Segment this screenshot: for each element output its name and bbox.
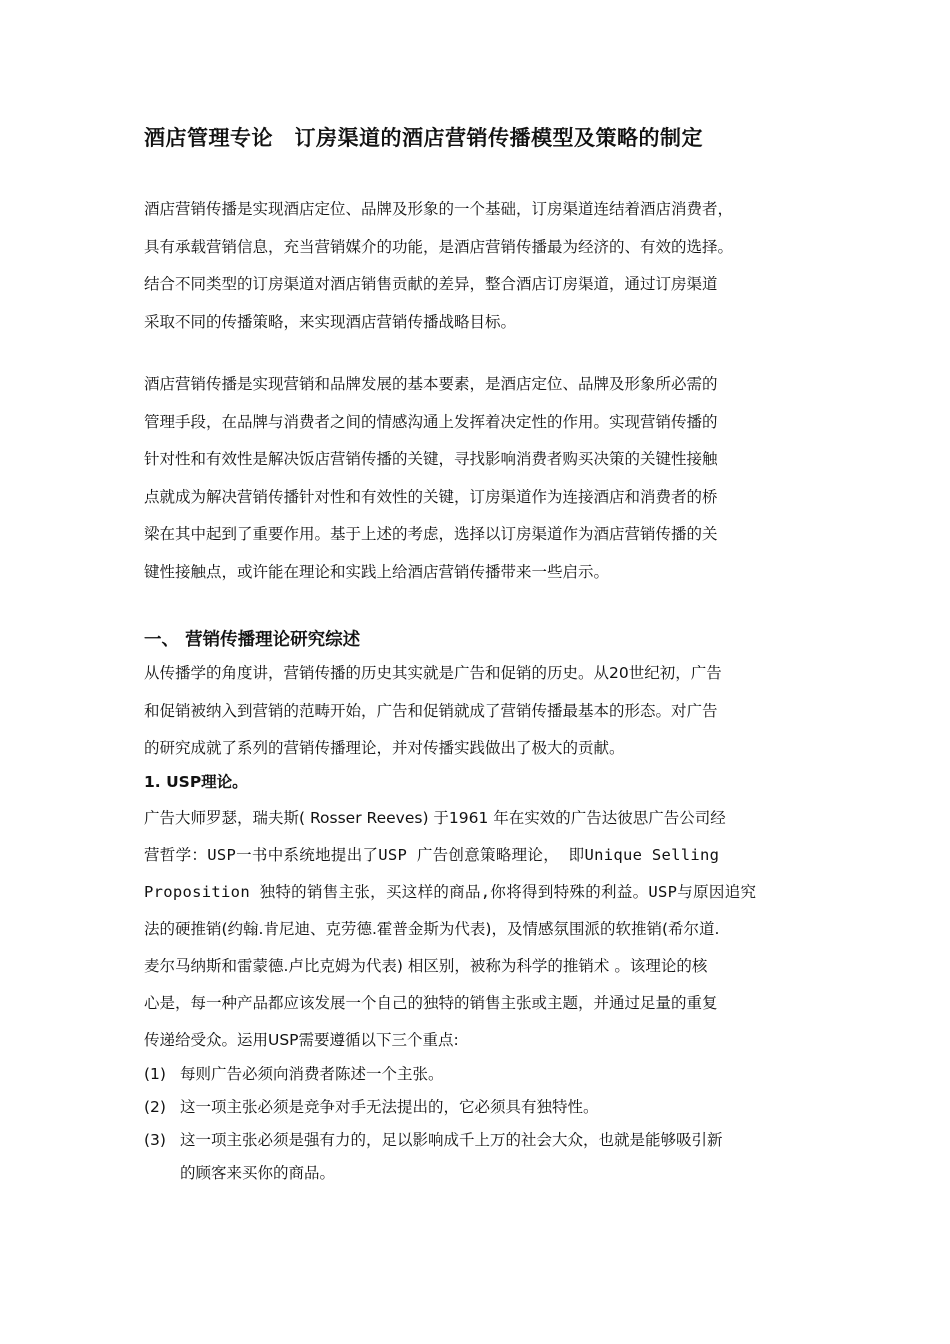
list-text: 这一项主张必须是竞争对手无法提出的，它必须具有独特性。 (180, 1098, 599, 1116)
list-text-continued: 的顾客来买你的商品。 (180, 1164, 336, 1182)
body-paragraph (144, 366, 814, 591)
document-title: 酒店管理专论 订房渠道的酒店营销传播模型及策略的制定 (144, 126, 703, 150)
text-line: 管理手段，在品牌与消费者之间的情感沟通上发挥着决定性的作用。实现营销传播的 (144, 412, 718, 431)
text-line: 点就成为解决营销传播针对性和有效性的关键，订房渠道作为连接酒店和消费者的桥 (144, 487, 718, 506)
list-number: (3) (144, 1131, 166, 1149)
text-line: 和促销被纳入到营销的范畴开始，广告和促销就成了营销传播最基本的形态。对广告 (144, 701, 718, 720)
text-line: 针对性和有效性是解决饭店营销传播的关键，寻找影响消费者购买决策的关键性接触 (144, 450, 718, 468)
text-line: 梁在其中起到了重要作用。基于上述的考虑，选择以订房渠道作为酒店营销传播的关 (144, 525, 718, 543)
text-line: 心是，每一种产品都应该发展一个自己的独特的销售主张或主题，并通过足量的重复 (144, 994, 718, 1012)
usp-points-list (144, 1058, 814, 1190)
text-line: 广告大师罗瑟，瑞夫斯( Rosser Reeves) 于1961 年在实效的广告达彼思广告公司经 (144, 809, 726, 827)
text-line: 的研究成就了系列的营销传播理论，并对传播实践做出了极大的贡献。 (144, 739, 625, 757)
text-line: 麦尔马纳斯和雷蒙德.卢比克姆为代表) 相区别，被称为科学的推销术 。该理论的核 (144, 957, 708, 975)
text-line: 键性接触点，或许能在理论和实践上给酒店营销传播带来一些启示。 (144, 562, 610, 581)
list-number: (2) (144, 1098, 166, 1116)
list-item (144, 1058, 814, 1091)
intro-paragraph (144, 191, 814, 341)
list-text: 这一项主张必须是强有力的，足以影响成千上万的社会大众，也就是能够吸引新 (180, 1131, 723, 1149)
list-item (144, 1124, 814, 1190)
list-item (144, 1091, 814, 1124)
list-number: (1) (144, 1065, 166, 1083)
text-line: 具有承载营销信息，充当营销媒介的功能，是酒店营销传播最为经济的、有效的选择。 (144, 237, 734, 256)
section-heading: 一、 营销传播理论研究综述 (144, 630, 361, 650)
text-line: 结合不同类型的订房渠道对酒店销售贡献的差异，整合酒店订房渠道，通过订房渠道 (144, 275, 718, 293)
usp-paragraph (144, 800, 814, 1059)
text-line: 采取不同的传播策略，来实现酒店营销传播战略目标。 (144, 312, 517, 331)
subsection-heading: 1. USP理论。 (144, 773, 248, 791)
list-text: 每则广告必须向消费者陈述一个主张。 (180, 1065, 444, 1083)
text-line: 酒店营销传播是实现营销和品牌发展的基本要素，是酒店定位、品牌及形象所必需的 (144, 375, 718, 393)
text-line: 法的硬推销(约翰.肯尼迪、克劳德.霍普金斯为代表)，及情感氛围派的软推销(希尔道. (144, 920, 720, 938)
section-paragraph (144, 655, 814, 768)
text-line: 传递给受众。运用USP需要遵循以下三个重点: (144, 1031, 459, 1049)
text-line: 从传播学的角度讲，营销传播的历史其实就是广告和促销的历史。从20世纪初，广告 (144, 664, 722, 682)
text-line: Proposition 独特的销售主张，买这样的商品,你将得到特殊的利益。USP与原因追究 (144, 883, 757, 901)
text-line: 酒店营销传播是实现酒店定位、品牌及形象的一个基础，订房渠道连结着酒店消费者， (144, 200, 734, 218)
text-line: 营哲学：USP一书中系统地提出了USP 广告创意策略理论， 即Unique Selling (144, 846, 720, 864)
